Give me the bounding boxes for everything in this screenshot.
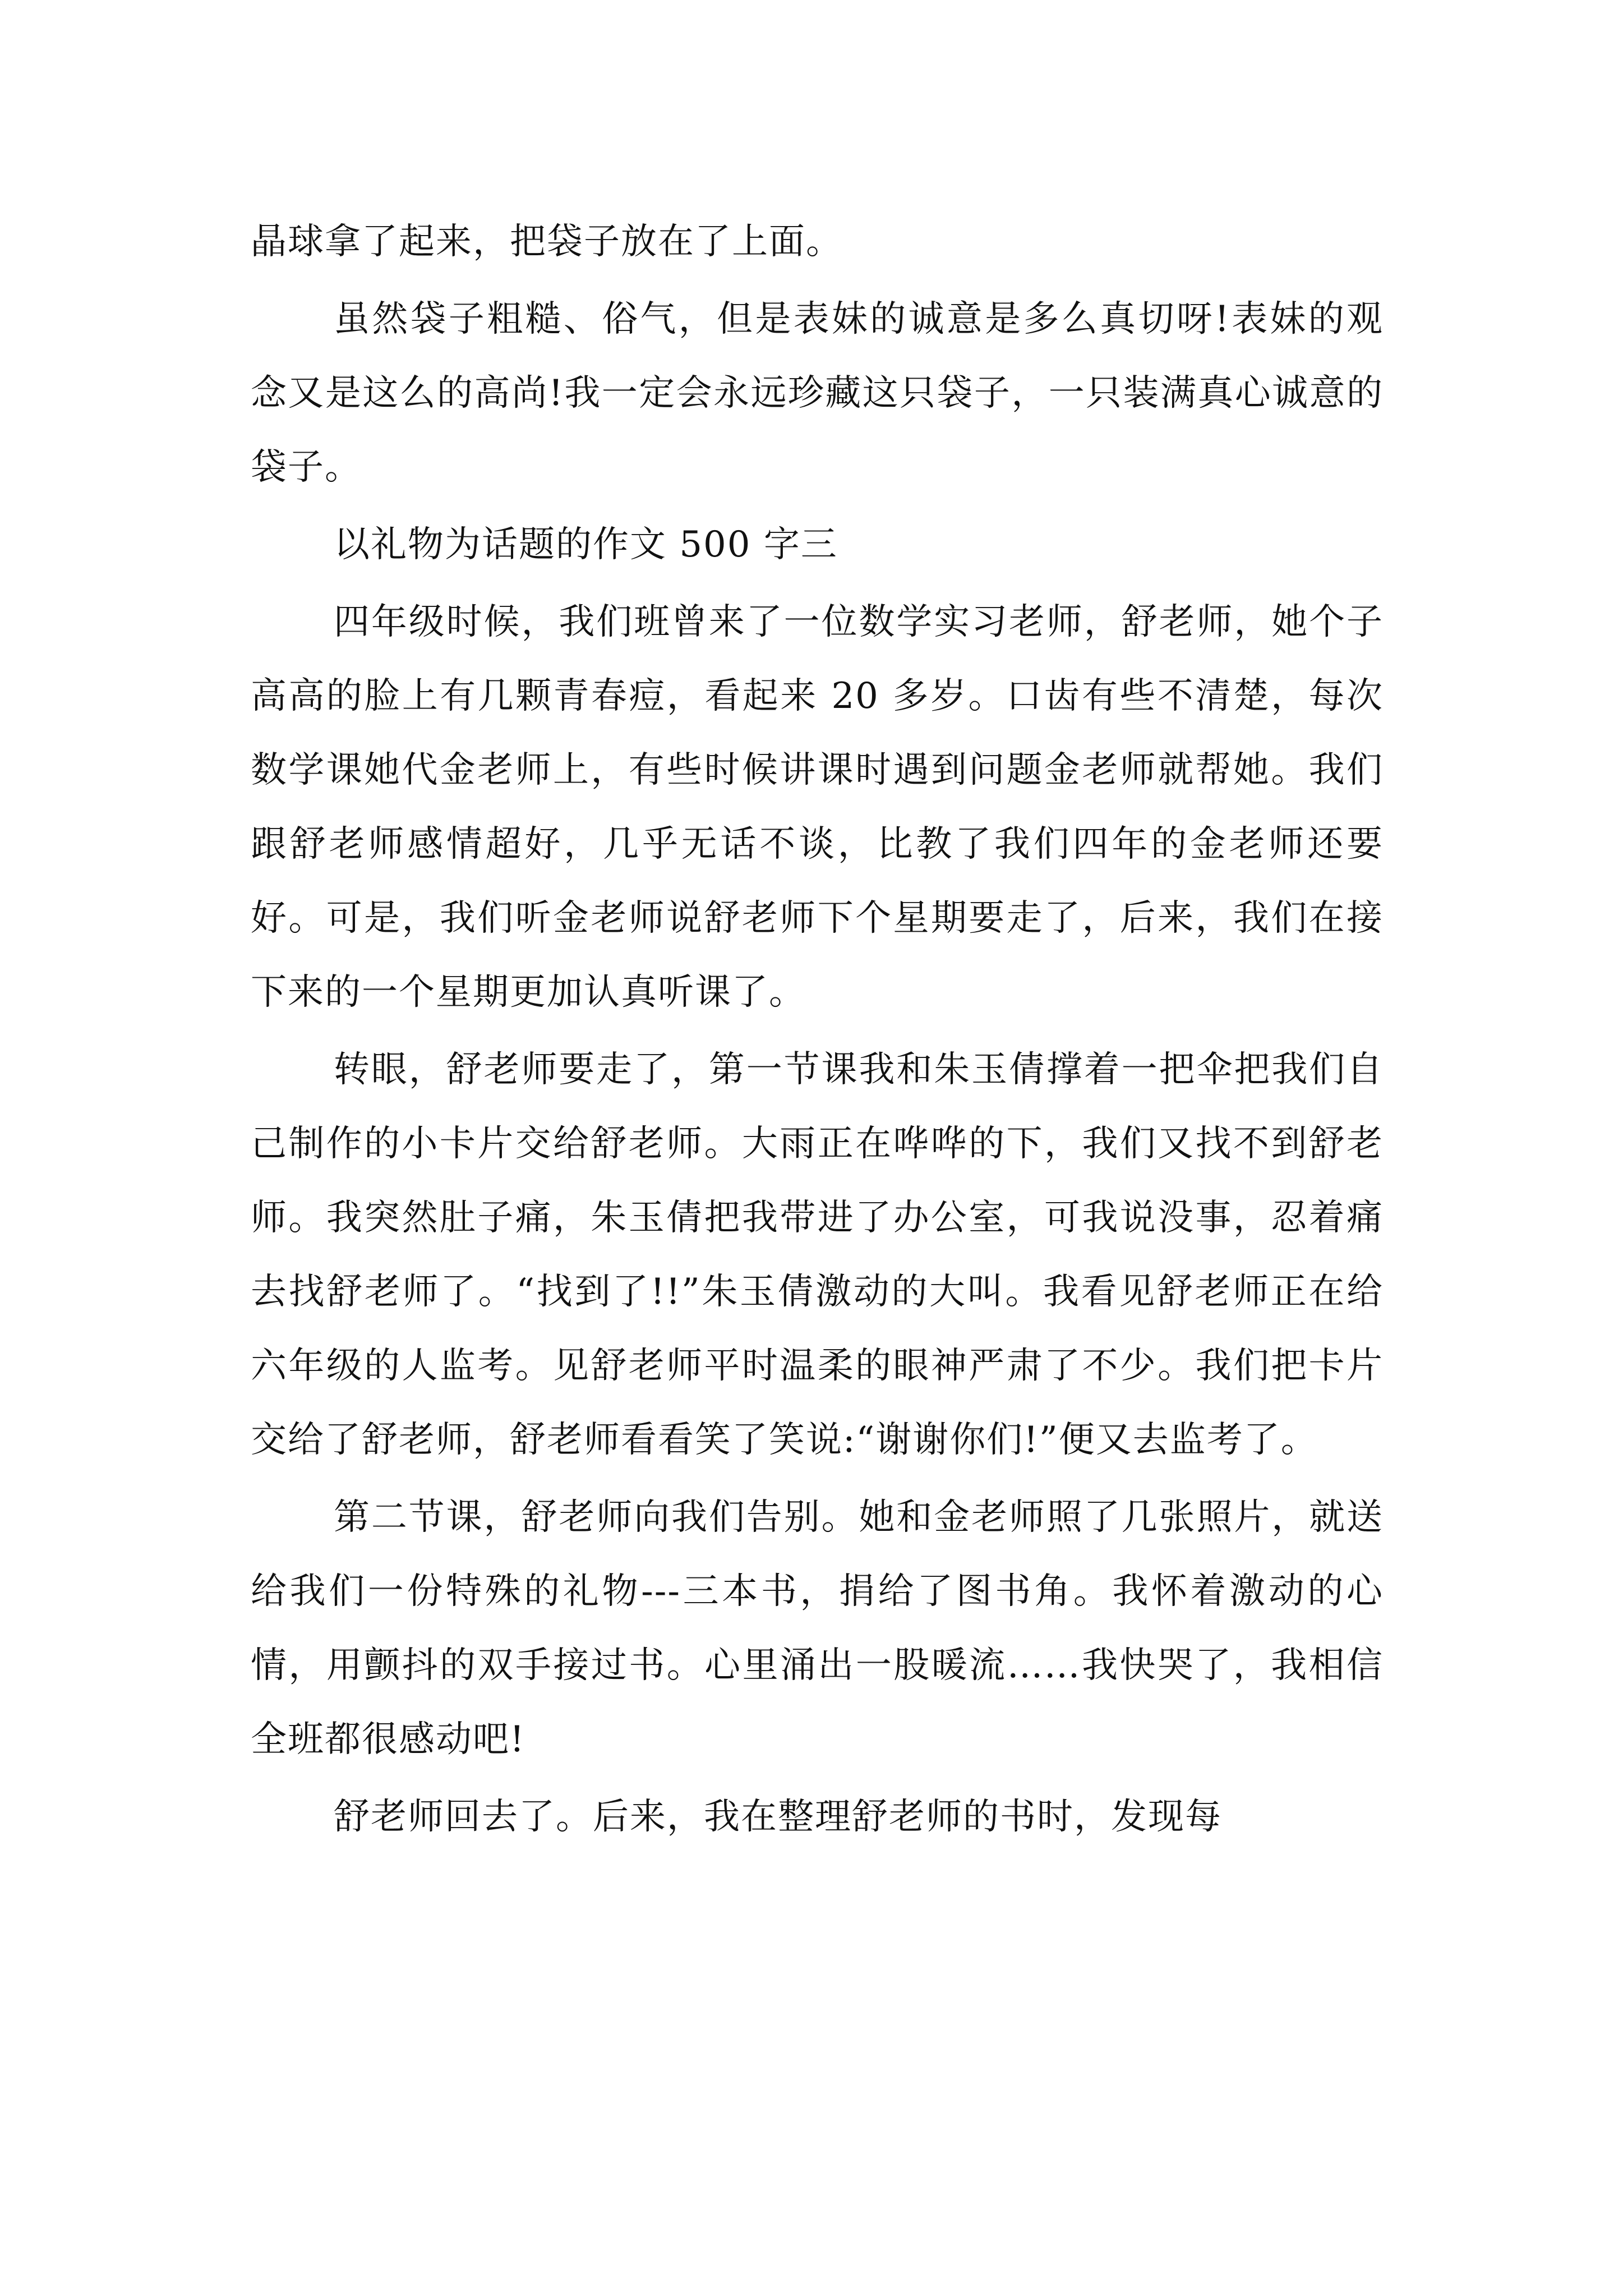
paragraph: 舒老师回去了。后来，我在整理舒老师的书时，发现每 bbox=[334, 1796, 1222, 1838]
paragraph: 第二节课，舒老师向我们告别。她和金老师照了几张照片，就送给我们一份特殊的礼物---三本书，捐给了图书角。我怀着激动的心情，用颤抖的双手接过书。心里涌出一股暖流……我快哭了，我相信全班都很感动吧! bbox=[251, 1497, 1384, 1760]
paragraph: 转眼，舒老师要走了，第一节课我和朱玉倩撑着一把伞把我们自己制作的小卡片交给舒老师。大雨正在哗哗的下，我们又找不到舒老师。我突然肚子痛，朱玉倩把我带进了办公室，可我说没事，忍着痛去找舒老师了。“找到了!!”朱玉倩激动的大叫。我看见舒老师正在给六年级的人监考。见舒老师平时温柔的眼神严肃了不少。我们把卡片交给了舒老师，舒老师看看笑了笑说:“谢谢你们!”便又去监考了。 bbox=[251, 1049, 1384, 1461]
paragraph: 虽然袋子粗糙、俗气，但是表妹的诚意是多么真切呀!表妹的观念又是这么的高尚!我一定会永远珍藏这只袋子，一只装满真心诚意的袋子。 bbox=[251, 298, 1384, 488]
paragraph-continuation: 晶球拿了起来，把袋子放在了上面。 bbox=[251, 221, 843, 263]
document-body bbox=[251, 205, 1384, 1857]
section-heading: 以礼物为话题的作文 500 字三 bbox=[334, 524, 838, 565]
paragraph: 四年级时候，我们班曾来了一位数学实习老师，舒老师，她个子高高的脸上有几颗青春痘，看起来 20 多岁。口齿有些不清楚，每次数学课她代金老师上，有些时候讲课时遇到问题金老师就帮她。我们跟舒老师感情超好，几乎无话不谈，比教了我们四年的金老师还要好。可是，我们听金老师说舒老师下个星期要走了，后来，我们在接下来的一个星期更加认真听课了。 bbox=[251, 601, 1384, 1013]
